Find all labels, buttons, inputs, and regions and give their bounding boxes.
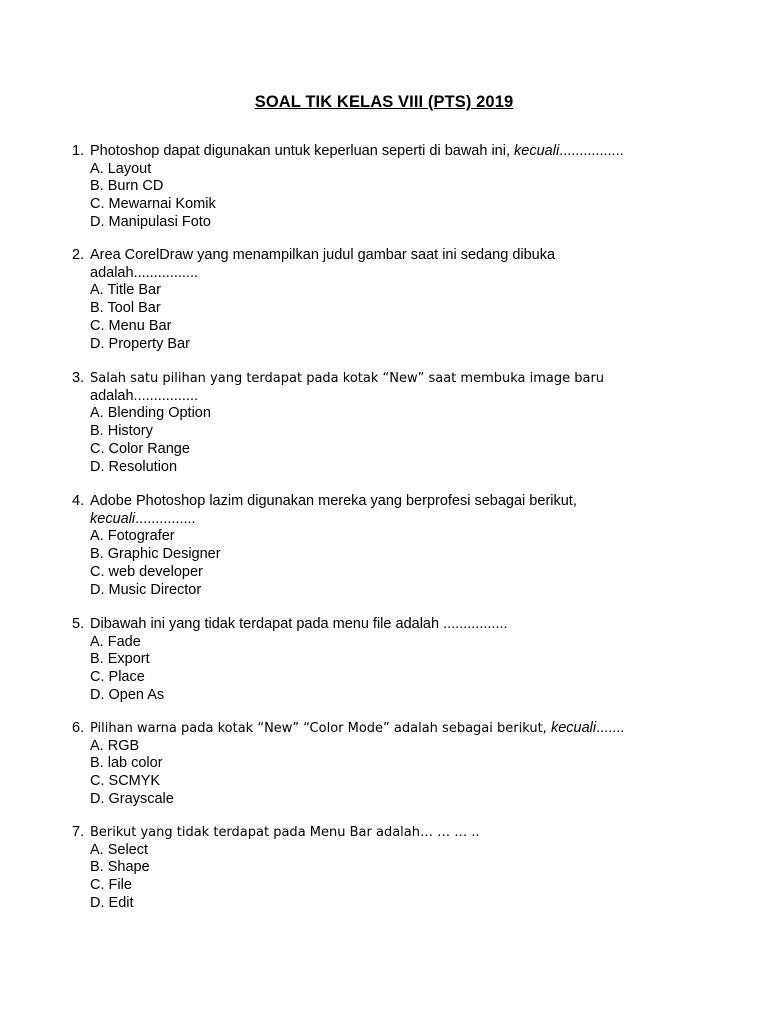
- option-d: D. Resolution: [90, 458, 178, 475]
- question-number: 2.: [72, 247, 85, 263]
- option-a: A. Title Bar: [90, 282, 161, 299]
- question-dots: ................: [559, 143, 624, 159]
- question-emphasis: kecuali: [550, 720, 597, 736]
- question-7: [72, 824, 480, 913]
- option-a: A. Layout: [90, 160, 152, 177]
- question-number: 3.: [72, 370, 85, 386]
- question-1: [72, 143, 624, 232]
- question-5: [72, 616, 508, 705]
- option-c: C. Color Range: [90, 440, 190, 457]
- option-d: D. Edit: [90, 894, 134, 911]
- option-b: B. Burn CD: [90, 178, 164, 195]
- option-b: B. lab color: [90, 755, 163, 772]
- question-number: 4.: [72, 493, 85, 509]
- question-continuation: adalah................: [90, 264, 198, 281]
- question-continuation: [72, 511, 577, 529]
- question-text: Adobe Photoshop lazim digunakan mereka yang berprofesi sebagai berikut,: [90, 493, 577, 509]
- question-3: [72, 370, 604, 476]
- option-d: D. Open As: [90, 686, 165, 703]
- question-2: [72, 247, 555, 353]
- page-title: SOAL TIK KELAS VIII (PTS) 2019: [254, 93, 514, 111]
- option-c: C. File: [90, 877, 132, 894]
- question-text: Salah satu pilihan yang terdapat pada kotak “New” saat membuka image baru: [90, 371, 605, 386]
- option-c: C. SCMYK: [90, 773, 161, 790]
- option-b: B. Export: [90, 651, 150, 668]
- option-a: A. Select: [90, 841, 149, 858]
- question-4: [72, 493, 577, 599]
- question-stem: [72, 247, 555, 265]
- option-d: D. Property Bar: [90, 335, 190, 352]
- option-b: B. Tool Bar: [90, 300, 161, 317]
- question-number: 6.: [72, 720, 85, 736]
- option-d: D. Grayscale: [90, 790, 174, 807]
- option-a: A. Fotografer: [90, 528, 175, 545]
- option-c: C. Mewarnai Komik: [90, 196, 216, 213]
- question-emphasis: kecuali: [514, 143, 560, 159]
- option-c: C. Menu Bar: [90, 317, 172, 334]
- option-a: A. Fade: [90, 633, 141, 650]
- question-stem: [72, 493, 577, 511]
- question-text: Dibawah ini yang tidak terdapat pada menu file adalah ................: [90, 616, 508, 632]
- question-stem: [72, 824, 480, 842]
- option-b: B. History: [90, 423, 153, 440]
- option-d: D. Music Director: [90, 581, 202, 598]
- question-dots: .......: [596, 720, 625, 736]
- option-c: C. web developer: [90, 563, 203, 580]
- question-continuation: adalah................: [90, 387, 198, 404]
- question-stem: [72, 143, 624, 161]
- option-a: A. Blending Option: [90, 405, 211, 422]
- question-stem: [72, 720, 624, 738]
- question-number: 5.: [72, 616, 85, 632]
- question-stem: [72, 616, 508, 634]
- question-text: Pilihan warna pada kotak “New” “Color Mode” adalah sebagai berikut,: [90, 721, 551, 736]
- question-emphasis: kecuali: [90, 510, 136, 527]
- question-number: 1.: [72, 143, 85, 159]
- option-d: D. Manipulasi Foto: [90, 213, 211, 230]
- question-text: Berikut yang tidak terdapat pada Menu Bar adalah… … … ..: [90, 825, 480, 840]
- option-b: B. Graphic Designer: [90, 546, 221, 563]
- question-6: [72, 720, 624, 809]
- option-a: A. RGB: [90, 737, 140, 754]
- option-b: B. Shape: [90, 859, 150, 876]
- question-text: Area CorelDraw yang menampilkan judul gambar saat ini sedang dibuka: [90, 247, 556, 263]
- question-text: Photoshop dapat digunakan untuk keperluan seperti di bawah ini,: [90, 143, 515, 159]
- question-number: 7.: [72, 824, 85, 840]
- question-dots: ...............: [135, 510, 196, 527]
- question-stem: [72, 370, 604, 388]
- option-c: C. Place: [90, 669, 145, 686]
